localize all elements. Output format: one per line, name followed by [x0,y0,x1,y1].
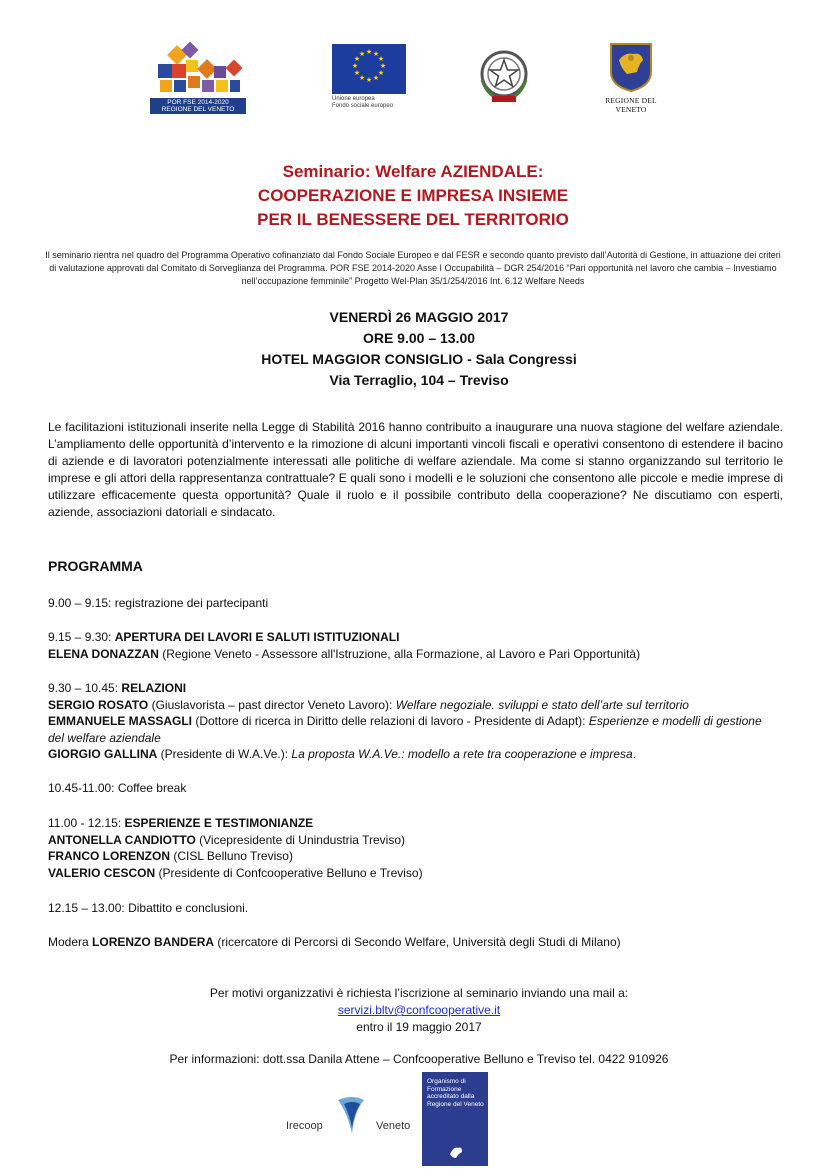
speaker-name: EMMANUELE MASSAGLI [48,714,192,728]
session-time: 9.15 – 9.30: [48,630,115,644]
speaker-role: (Presidente di Confcooperative Belluno e Treviso) [155,865,423,880]
session-title: APERTURA DEI LAVORI E SALUTI ISTITUZIONALI [114,630,400,644]
registration-block [0,985,826,1036]
regione-veneto-logo [595,42,667,114]
title-line2: COOPERAZIONE E IMPRESA INSIEME [257,186,569,205]
session-opening [48,629,778,662]
speaker-name: VALERIO CESCON [48,865,156,880]
speaker-role: (Giuslavorista – past director Veneto Lavoro): [148,697,396,712]
por-caption-line1: POR FSE 2014-2020 [167,99,229,106]
svg-text:★: ★ [353,69,361,77]
republic-emblem-icon [474,46,534,108]
eu-caption [332,96,406,110]
svg-text:★: ★ [358,74,366,82]
svg-text:★: ★ [379,62,387,70]
speaker-role: (Regione Veneto - Assessore all'Istruzione, alla Formazione, al Lavoro e Pari Opportunità) [158,646,641,661]
logo-bar [0,40,826,120]
speaker-name: SERGIO ROSATO [48,697,149,712]
moderator-role: (ricercatore di Percorsi di Secondo Welfare, Università degli Studi di Milano) [214,935,621,949]
registration-deadline: entro il 19 maggio 2017 [356,1020,482,1034]
speaker-name: ELENA DONAZZAN [48,646,159,661]
accreditation-text: Organismo di Formazione accreditato dalla Regione del Veneto [427,1078,484,1108]
svg-text:★: ★ [372,50,380,58]
eu-logo [332,44,406,110]
svg-text:★: ★ [365,48,373,56]
contact-info: Per informazioni: dott.ssa Danila Attene – Confcooperative Belluno e Treviso tel. 0422 910926 [169,1052,669,1066]
session-testimonianze [48,815,778,881]
svg-text:★: ★ [351,62,359,70]
event-details [0,307,826,391]
registration-email-link[interactable]: servizi.bltv@confcooperative.it [337,1003,501,1017]
speaker-name: ANTONELLA CANDIOTTO [48,832,196,847]
talk-title: Welfare negoziale. sviluppi e stato dell’arte sul territorio [395,697,689,712]
eu-caption-line1: Unione europea [332,96,375,102]
title-line3: PER IL BENESSERE DEL TERRITORIO [257,210,569,229]
session-debate: 12.15 – 13.00: Dibattito e conclusioni. [48,901,249,915]
veneto-label: Veneto [376,1120,411,1132]
eu-caption-line2: Fondo sociale europeo [332,103,394,109]
title-line1: Seminario: Welfare AZIENDALE: [282,162,544,181]
seminar-title [0,160,826,232]
intro-paragraph: Il seminario rientra nel quadro del Programma Operativo cofinanziato dal Fondo Sociale Europeo e dal FESR e secondo quanto previsto dall’Autorità di Gestione, in attuazione dei criteri di valutazione approvati dal Comitato di Sorveglianza del Programma. POR FSE 2014-2020 Asse I Occupabilità – DGR 254/2016 “Pari opportunità nel lavoro che cambia – Investiamo nell’occupazione femminile” Progetto Wel-Plan 35/1/254/2016 Int. 6.12 Welfare Needs [45,250,781,286]
session-registration [48,595,778,612]
svg-text:★: ★ [353,55,361,63]
speaker-role: (Vicepresidente di Unindustria Treviso) [195,832,405,847]
event-date: VENERDÌ 26 MAGGIO 2017 [329,309,509,325]
description-paragraph: Le facilitazioni istituzionali inserite nella Legge di Stabilità 2016 hanno contribuito a inaugurare una nuova stagione del welfare aziendale. L’ampliamento delle opportunità d’intervento e la rimozione di alcuni importanti vincoli fiscali e operativi consentono di estendere il bacino di aziende e di lavoratori potenzialmente interessati alle politiche di welfare aziendale. Ma come si stanno organizzando sul territorio le imprese e gli attori della rappresentanza contrattuale? E quali sono i modelli e le soluzioni che consentono alle piccole e medie imprese di utilizzare efficacemente questa opportunità? Quale il ruolo e il possibile contributo della cooperazione? Ne discutiamo con esperti, aziende, associazioni datoriali e sindacato. [48,420,783,519]
programma-heading: PROGRAMMA [48,558,143,574]
moderator-name: LORENZO BANDERA [92,935,215,949]
svg-text:★: ★ [372,74,380,82]
svg-text:★: ★ [365,76,373,84]
veneto-lion-small-icon [448,1144,464,1160]
speaker-role: (Presidente di W.A.Ve.): [157,747,292,761]
talk-title: La proposta W.A.Ve.: modello a rete tra cooperazione e impresa [291,747,633,761]
eu-flag-icon [332,44,406,94]
session-title: RELAZIONI [121,681,187,695]
talk-end: . [632,747,637,761]
speaker-role: (CISL Belluno Treviso) [170,849,293,863]
speaker-name: FRANCO LORENZON [48,849,170,863]
session-relazioni [48,680,778,763]
event-venue: HOTEL MAGGIOR CONSIGLIO - Sala Congressi [261,351,577,367]
event-address: Via Terraglio, 104 – Treviso [329,372,509,388]
svg-text:★: ★ [358,50,366,58]
irecoop-label: Irecoop [286,1120,323,1132]
accreditation-badge [422,1072,488,1166]
eu-stars-icon [332,44,406,94]
session-title: ESPERIENZE E TESTIMONIANZE [124,816,314,830]
por-caption [150,98,246,114]
speaker-name: GIORGIO GALLINA [48,747,158,761]
moderator-line [48,934,778,951]
por-caption-line2: REGIONE DEL VENETO [161,106,235,113]
talk-title: Esperienze e modelli di gestione del welfare aziendale [48,714,762,745]
por-fse-mosaic-icon [150,40,246,100]
veneto-lion-shield-icon [609,42,653,92]
svg-text:★: ★ [377,55,385,63]
svg-text:★: ★ [377,69,385,77]
registration-text: Per motivi organizzativi è richiesta l’iscrizione al seminario inviando una mail a: [209,986,629,1000]
session-time: 9.00 – 9.15: [48,596,112,610]
session-text: registrazione dei partecipanti [111,596,269,610]
moderator-prefix: Modera [48,935,93,949]
irecoop-veneto-logo [286,1090,416,1140]
session-coffee-break: 10.45-11.00: Coffee break [48,781,187,795]
irecoop-wing-icon [334,1090,370,1136]
session-time: 11.00 - 12.15: [48,816,125,830]
italian-republic-emblem [474,46,534,108]
speaker-role: (Dottore di ricerca in Diritto delle relazioni di lavoro - Presidente di Adapt): [192,714,589,728]
por-fse-logo [150,40,246,114]
veneto-caption: REGIONE DEL VENETO [605,96,657,114]
event-time: ORE 9.00 – 13.00 [362,330,476,346]
session-time: 9.30 – 10.45: [48,681,122,695]
